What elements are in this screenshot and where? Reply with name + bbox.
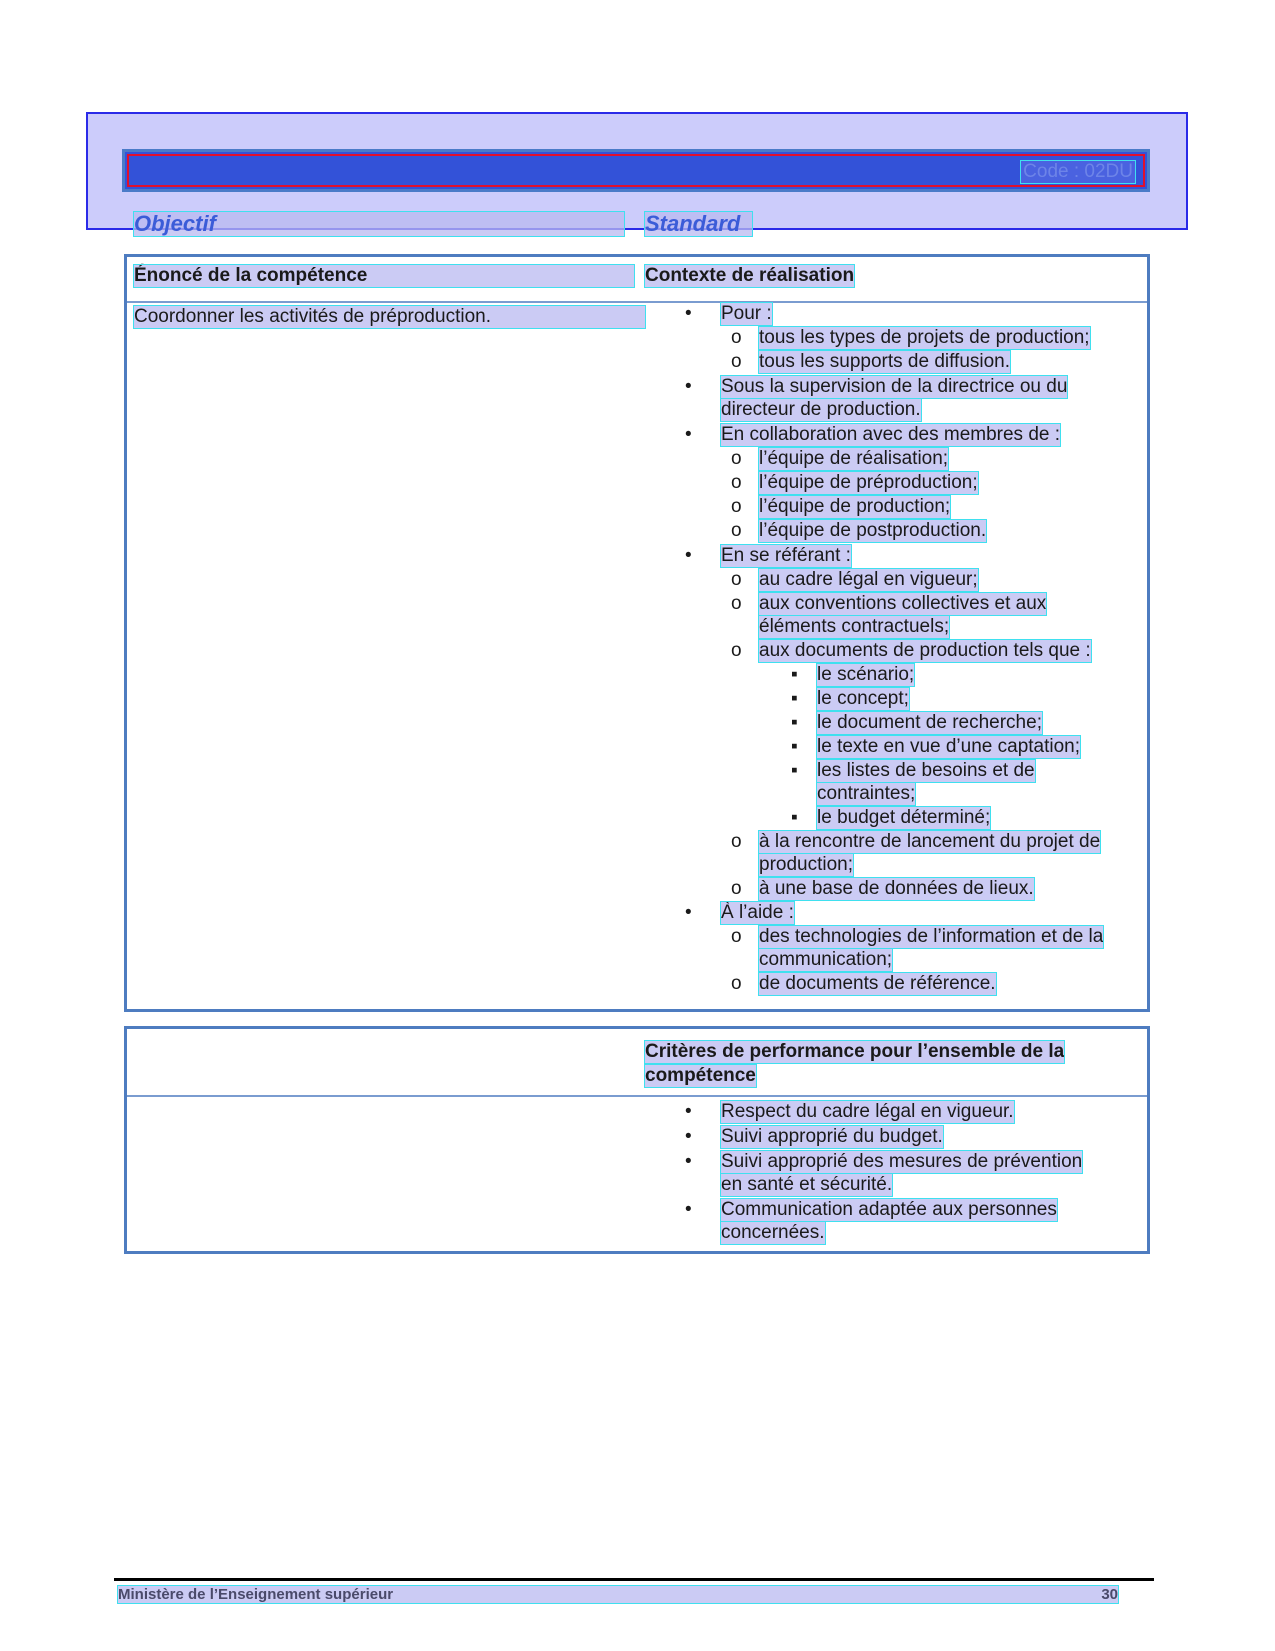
list-bullet: o — [731, 472, 742, 493]
list-item: Pour : — [721, 303, 772, 324]
list-item: le document de recherche; — [817, 712, 1042, 733]
list-bullet: o — [731, 448, 742, 469]
list-item: l’équipe de préproduction; — [759, 472, 978, 493]
list-bullet: ▪ — [791, 736, 798, 757]
list-item: tous les supports de diffusion. — [759, 351, 1011, 372]
criteres-header-cont: compétence — [645, 1065, 756, 1086]
list-bullet: • — [685, 376, 692, 397]
list-bullet: o — [731, 878, 742, 899]
contexte-header: Contexte de réalisation — [645, 265, 855, 286]
list-item: aux documents de production tels que : — [759, 640, 1091, 661]
list-bullet: • — [685, 1126, 692, 1147]
list-bullet: o — [731, 496, 742, 517]
list-bullet: o — [731, 327, 742, 348]
list-item: de documents de référence. — [759, 973, 996, 994]
list-item: En collaboration avec des membres de : — [721, 424, 1061, 445]
list-item: l’équipe de postproduction. — [759, 520, 987, 541]
standard-heading: Standard — [645, 212, 752, 236]
list-bullet: o — [731, 569, 742, 590]
enonce-header: Énoncé de la compétence — [134, 265, 634, 287]
list-bullet: ▪ — [791, 807, 798, 828]
header-divider — [127, 1095, 1147, 1097]
list-bullet: o — [731, 351, 742, 372]
list-bullet: ▪ — [791, 760, 798, 781]
list-item: À l’aide : — [721, 902, 794, 923]
list-bullet: • — [685, 1101, 692, 1122]
code-bar-frame — [127, 154, 1145, 187]
competence-table — [124, 254, 1150, 1012]
criteres-header: Critères de performance pour l’ensemble de la — [645, 1041, 1065, 1062]
list-item: les listes de besoins et de — [817, 760, 1035, 781]
footer-ministry: Ministère de l’Enseignement supérieur — [118, 1586, 394, 1603]
footer-rule — [114, 1578, 1154, 1581]
list-item: le concept; — [817, 688, 909, 709]
list-item: Suivi approprié des mesures de prévention — [721, 1151, 1083, 1172]
list-bullet: • — [685, 303, 692, 324]
list-item: En se référant : — [721, 545, 851, 566]
list-bullet: o — [731, 973, 742, 994]
list-item: des technologies de l’information et de la — [759, 926, 1104, 947]
code-bar — [122, 149, 1150, 192]
list-item-cont: communication; — [759, 949, 893, 970]
list-bullet: • — [685, 424, 692, 445]
list-bullet: o — [731, 831, 742, 852]
list-item: aux conventions collectives et aux — [759, 593, 1047, 614]
list-item: à une base de données de lieux. — [759, 878, 1034, 899]
list-bullet: • — [685, 1151, 692, 1172]
enonce-text: Coordonner les activités de préproduction. — [134, 306, 645, 328]
list-item: Communication adaptée aux personnes — [721, 1199, 1057, 1220]
page-number: 30 — [1101, 1586, 1118, 1603]
criteres-table — [124, 1026, 1150, 1254]
list-item: tous les types de projets de production; — [759, 327, 1090, 348]
list-bullet: o — [731, 520, 742, 541]
list-bullet: o — [731, 640, 742, 661]
list-item-cont: éléments contractuels; — [759, 616, 950, 637]
objectif-heading: Objectif — [134, 212, 624, 236]
header-divider — [127, 301, 1147, 303]
list-bullet: • — [685, 902, 692, 923]
list-bullet: o — [731, 593, 742, 614]
list-bullet: ▪ — [791, 688, 798, 709]
list-item-cont: contraintes; — [817, 783, 916, 804]
list-item: le scénario; — [817, 664, 915, 685]
list-bullet: • — [685, 545, 692, 566]
list-bullet: ▪ — [791, 712, 798, 733]
program-code: Code : 02DU — [1023, 161, 1133, 182]
list-item: Respect du cadre légal en vigueur. — [721, 1101, 1014, 1122]
list-item: l’équipe de production; — [759, 496, 951, 517]
list-item: au cadre légal en vigueur; — [759, 569, 978, 590]
list-bullet: ▪ — [791, 664, 798, 685]
list-item-cont: en santé et sécurité. — [721, 1174, 893, 1195]
list-item-cont: concernées. — [721, 1222, 825, 1243]
list-bullet: • — [685, 1199, 692, 1220]
list-item: le budget déterminé; — [817, 807, 991, 828]
list-item: le texte en vue d’une captation; — [817, 736, 1081, 757]
list-bullet: o — [731, 926, 742, 947]
list-item-cont: directeur de production. — [721, 399, 921, 420]
list-item: Suivi approprié du budget. — [721, 1126, 943, 1147]
list-item-cont: production; — [759, 854, 854, 875]
list-item: l’équipe de réalisation; — [759, 448, 949, 469]
list-item: à la rencontre de lancement du projet de — [759, 831, 1101, 852]
footer — [118, 1586, 1118, 1603]
list-item: Sous la supervision de la directrice ou du — [721, 376, 1068, 397]
